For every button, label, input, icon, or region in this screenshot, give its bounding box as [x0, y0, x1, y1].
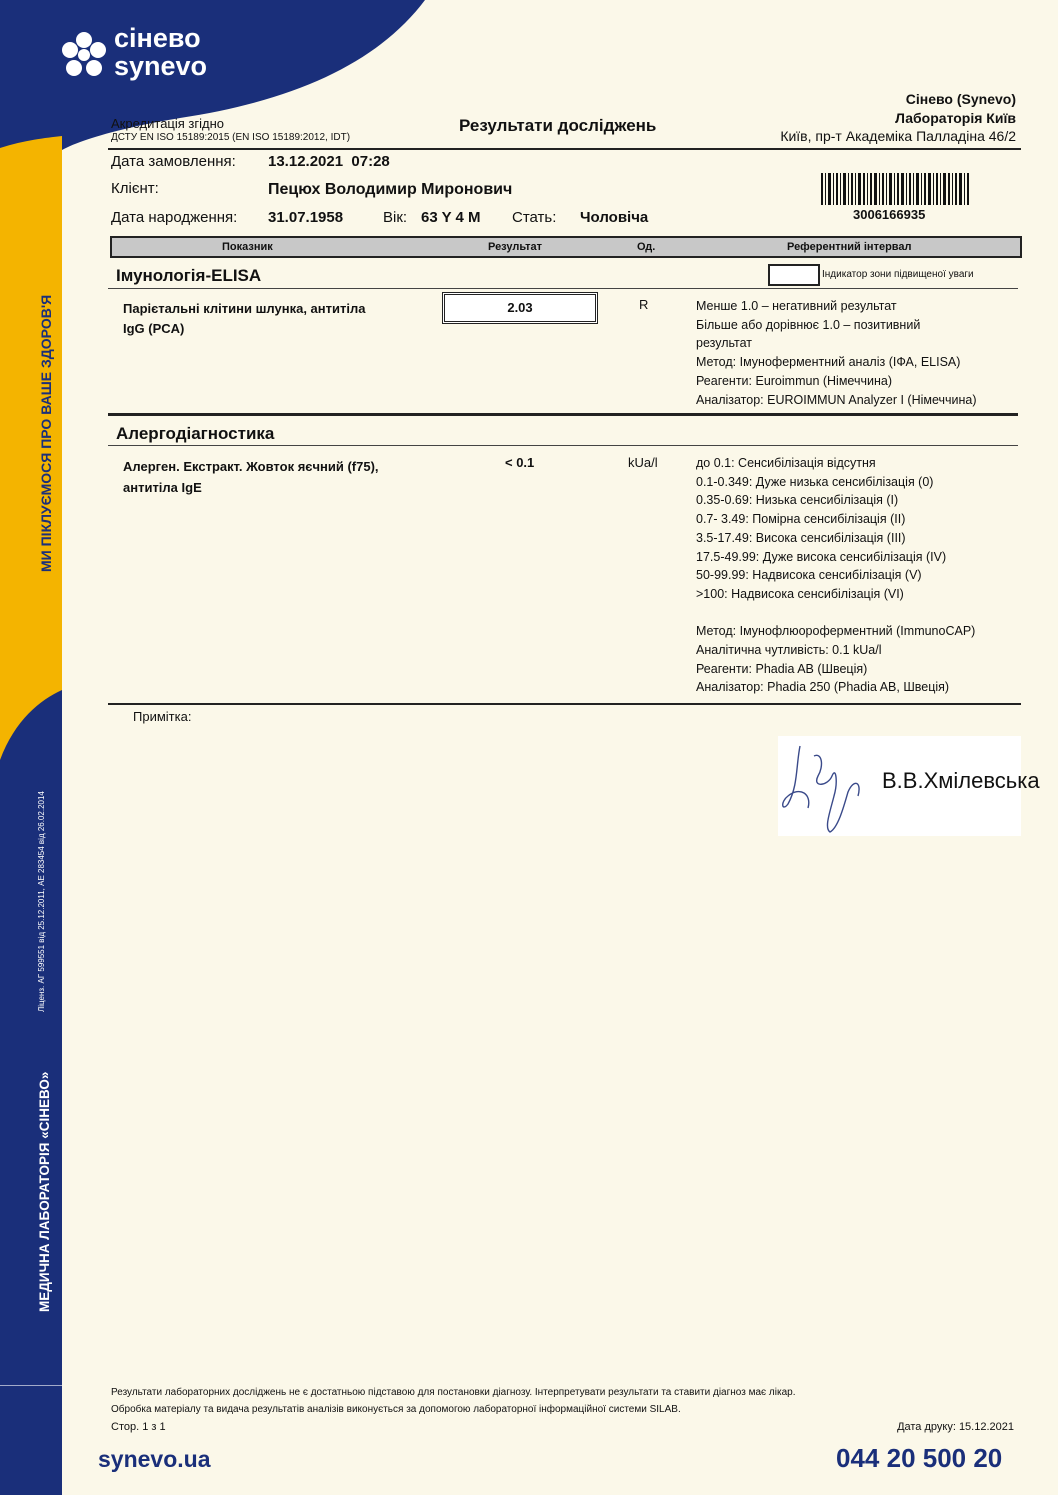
- col-result: Результат: [488, 241, 543, 253]
- logo[interactable]: [60, 30, 108, 85]
- print-date: Дата друку: 15.12.2021: [897, 1421, 1014, 1433]
- result-value-pca: 2.03: [442, 292, 598, 324]
- unit-pca: R: [639, 297, 649, 312]
- flower-logo-icon: [60, 30, 108, 80]
- section-title-immunology: Імунологія-ELISA: [116, 266, 262, 285]
- barcode: [821, 173, 971, 205]
- page-title: Результати досліджень: [459, 116, 657, 135]
- disclaimer-1: Результати лабораторних досліджень не є достатньою підставою для постановки діагнозу. Інтерпретувати результати та ставити діагноз має лікар.: [111, 1387, 796, 1398]
- order-date: 13.12.2021 07:28: [268, 153, 390, 170]
- indicator-box: [768, 264, 820, 286]
- client-label: Клієнт:: [111, 180, 159, 197]
- logo-text: [114, 24, 207, 80]
- age: 63 Y 4 M: [421, 209, 481, 226]
- org-name: МЕДИЧНА ЛАБОРАТОРІЯ «СІНЕВО»: [37, 1071, 52, 1312]
- unit-f75: kUa/l: [628, 455, 658, 470]
- result-value-f75: < 0.1: [505, 455, 535, 470]
- signature-icon: [778, 736, 878, 836]
- lab-address: Київ, пр-т Академіка Палладіна 46/2: [780, 128, 1016, 144]
- signature-block: [778, 736, 1040, 836]
- table-end-divider: [108, 703, 1021, 705]
- logo-en: synevo: [114, 51, 208, 81]
- license-text: Ліценз. АГ 599551 від 25.12.2011, АЕ 283454 від 26.02.2014: [37, 791, 46, 1012]
- barcode-number: 3006166935: [853, 207, 926, 222]
- dob-label: Дата народження:: [111, 209, 238, 226]
- test-name-pca: Парієтальні клітини шлунка, антитіла IgG (PCA): [123, 301, 366, 336]
- order-date-label: Дата замовлення:: [111, 153, 236, 170]
- website-link[interactable]: synevo.ua: [98, 1446, 211, 1472]
- table-header: [110, 236, 1022, 258]
- accreditation-standard: ДСТУ EN ISO 15189:2015 (EN ISO 15189:2012, IDT): [111, 132, 351, 143]
- lab-name: Сінево (Synevo): [905, 91, 1016, 107]
- client-name: Пецюх Володимир Миронович: [268, 181, 513, 198]
- col-unit: Од.: [637, 241, 656, 253]
- section-title-allergy: Алергодіагностика: [116, 424, 275, 443]
- reference-f75: до 0.1: Сенсибілізація відсутня 0.1-0.349: Дуже низька сенсибілізація (0) 0.35-0.69: Низька сенсибілізація (I) 0.7- 3.49: Помірна сенсибілізація (II) 3.5-17.49: Висока сенсибілізація (III) 17.5-49.99: Дуже висока сенсибілізація (IV) 50-99.99: Надвисока сенсибілізація (V) >100: Надвисока сенсибілізація (VI) Метод: Імунофлюороферментний (ImmunoCAP) Аналітична чутливість: 0.1 kUa/l Реагенти: Phadia AB (Швеція) Аналізатор: Phadia 250 (Phadia AB, Швеція): [696, 456, 976, 695]
- section-divider: [108, 413, 1018, 416]
- test-name-f75: Алерген. Екстракт. Жовток яєчний (f75), антитіла IgE: [123, 459, 379, 495]
- disclaimer-2: Обробка матеріалу та видача результатів аналізів виконується за допомогою лабораторної інформаційної системи SILAB.: [111, 1404, 681, 1415]
- dob: 31.07.1958: [268, 209, 344, 226]
- col-reference: Референтний інтервал: [787, 241, 912, 253]
- col-indicator: Показник: [222, 241, 273, 253]
- reference-pca: Менше 1.0 – негативний результат Більше або дорівнює 1.0 – позитивний результат Метод: Імуноферментний аналіз (ІФА, ELISA) Реагенти: Euroimmun (Німеччина) Аналізатор: EUROIMMUN Analyzer I (Німеччина): [696, 299, 977, 407]
- sex: Чоловіча: [580, 209, 649, 226]
- note-label: Примітка:: [133, 709, 192, 724]
- signature-name: В.В.Хмілевська: [882, 768, 1040, 793]
- logo-ua: сінево: [114, 23, 201, 53]
- lab-branch: Лабораторія Київ: [895, 110, 1016, 126]
- age-label: Вік:: [383, 209, 408, 226]
- page-number: Стор. 1 з 1: [111, 1421, 166, 1433]
- phone-link[interactable]: 044 20 500 20: [836, 1443, 1003, 1473]
- header-divider: [108, 148, 1021, 150]
- indicator-legend: Індикатор зони підвищеної уваги: [822, 269, 974, 280]
- sex-label: Стать:: [512, 209, 557, 226]
- slogan: МИ ПІКЛУЄМОСЯ ПРО ВАШЕ ЗДОРОВ'Я: [38, 294, 54, 572]
- accreditation-label: Акредитація згідно: [111, 116, 224, 131]
- section-divider: [108, 288, 1018, 289]
- section-divider: [108, 445, 1018, 446]
